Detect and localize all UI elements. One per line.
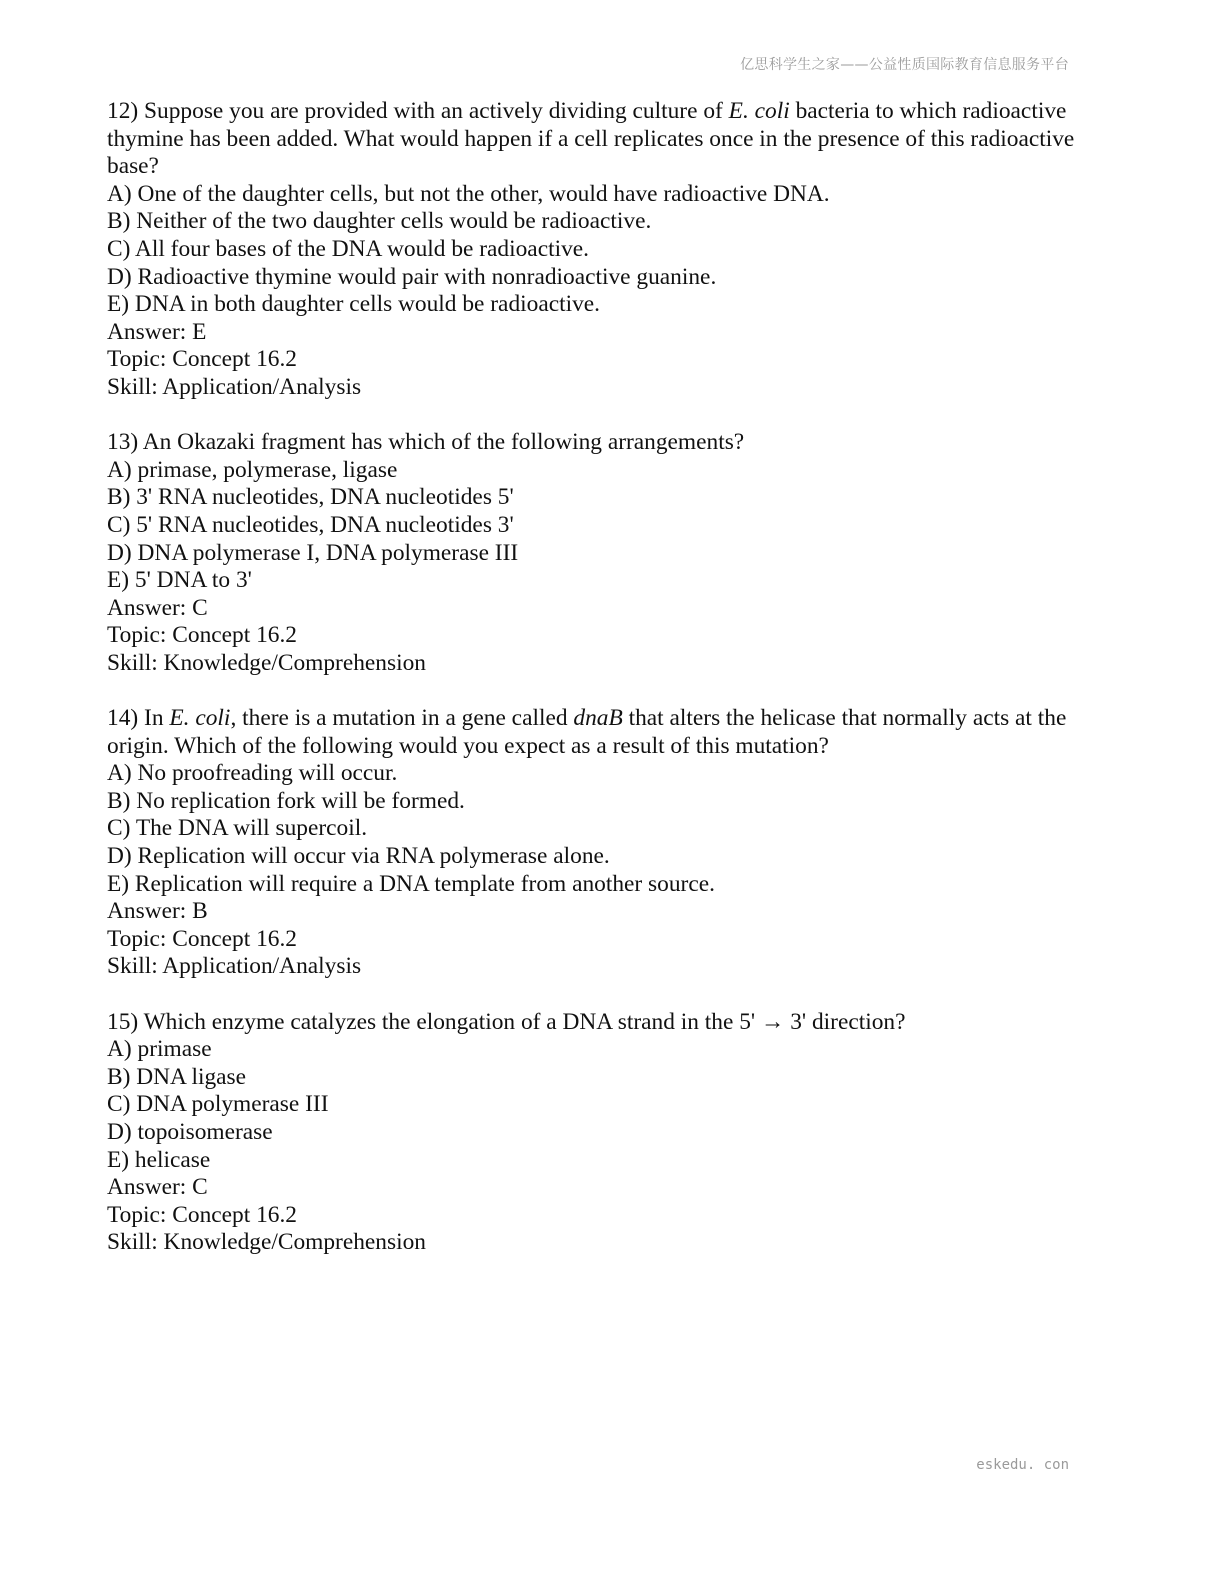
option-e: E) 5' DNA to 3' [107,567,252,594]
question-14 [107,705,1107,981]
question-13 [107,429,1107,677]
stem-text: 14) In [107,705,170,732]
answer-line: Answer: B [107,898,208,925]
skill-line: Skill: Application/Analysis [107,953,362,980]
topic-line: Topic: Concept 16.2 [107,1201,298,1228]
stem-text: that alters the helicase that normally acts at the origin. Which of the following would you expect as a result of this mutation? [107,705,1067,759]
answer-line: Answer: C [107,1174,208,1201]
topic-line: Topic: Concept 16.2 [107,925,298,952]
option-e: E) Replication will require a DNA template from another source. [107,870,715,897]
option-c: C) All four bases of the DNA would be radioactive. [107,235,589,262]
option-b: B) 3' RNA nucleotides, DNA nucleotides 5' [107,484,514,511]
skill-line: Skill: Application/Analysis [107,373,362,400]
stem-italic-organism: E. coli [728,98,790,124]
stem-italic-gene: dnaB [573,705,623,732]
answer-line: Answer: E [107,318,207,345]
question-12 [107,98,1107,402]
page-footer-domain: eskedu. con [976,1457,1069,1473]
topic-line: Topic: Concept 16.2 [107,346,298,373]
question-stem: 13) An Okazaki fragment has which of the following arrangements? [107,429,745,456]
option-e: E) DNA in both daughter cells would be radioactive. [107,291,601,318]
option-d: D) topoisomerase [107,1118,273,1145]
skill-line: Skill: Knowledge/Comprehension [107,1229,426,1256]
question-stem: 15) Which enzyme catalyzes the elongation of a DNA strand in the 5' → 3' direction? [107,1008,906,1035]
option-d: D) DNA polymerase I, DNA polymerase III [107,539,519,566]
page-header-site-text: 亿思科学生之家——公益性质国际教育信息服务平台 [740,57,1069,73]
stem-italic-organism: E. coli [169,705,231,732]
option-b: B) DNA ligase [107,1063,247,1090]
option-e: E) helicase [107,1146,211,1173]
option-d: D) Radioactive thymine would pair with nonradioactive guanine. [107,263,717,290]
topic-line: Topic: Concept 16.2 [107,622,298,649]
skill-line: Skill: Knowledge/Comprehension [107,649,426,676]
option-d: D) Replication will occur via RNA polymerase alone. [107,843,610,870]
stem-text: 12) Suppose you are provided with an actively dividing culture of [107,98,729,124]
option-a: A) primase, polymerase, ligase [107,456,398,483]
option-a: A) No proofreading will occur. [107,760,398,787]
option-c: C) DNA polymerase III [107,1091,329,1118]
option-a: A) One of the daughter cells, but not the other, would have radioactive DNA. [107,180,830,207]
question-stem [107,98,1107,181]
option-c: C) 5' RNA nucleotides, DNA nucleotides 3' [107,511,514,538]
answer-line: Answer: C [107,594,208,621]
option-c: C) The DNA will supercoil. [107,815,368,842]
question-list [107,98,1107,1285]
question-15 [107,1009,1107,1257]
question-stem [107,705,1107,760]
stem-text: , there is a mutation in a gene called [230,705,574,732]
option-a: A) primase [107,1036,212,1063]
option-b: B) No replication fork will be formed. [107,787,465,814]
option-b: B) Neither of the two daughter cells would be radioactive. [107,208,652,235]
stem-text: bacteria to which radioactive thymine has been added. What would happen if a cell replicates once in the presence of this radioactive base? [107,98,1075,180]
